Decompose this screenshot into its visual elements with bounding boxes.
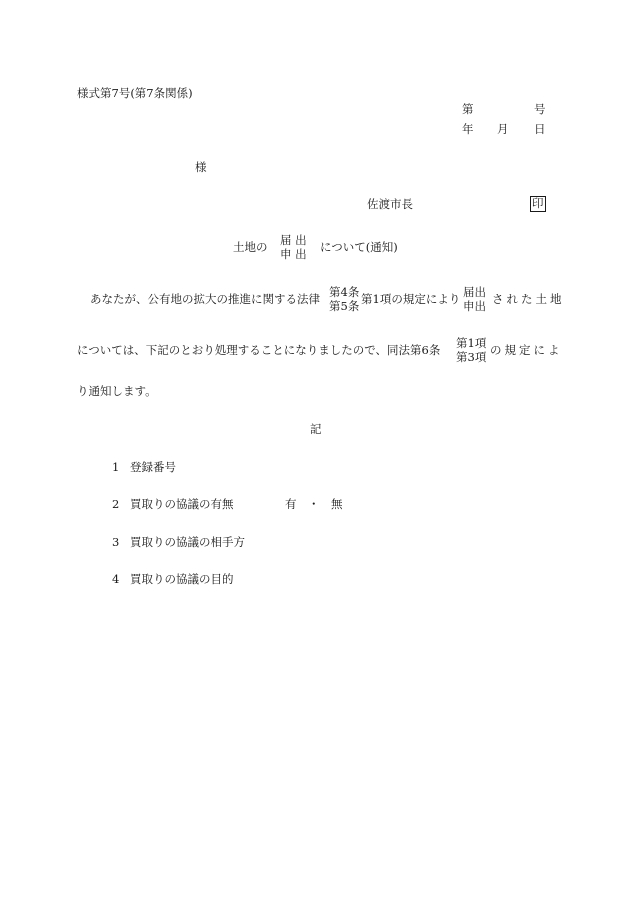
subject-options xyxy=(280,233,307,262)
item-3-label: 買取りの協議の相手方 xyxy=(130,535,245,549)
item-3-number: 3 xyxy=(112,535,120,549)
issuer-title: 佐渡市長 xyxy=(367,197,413,211)
body-line2-a: については、下記のとおり処理することになりましたので、同法第6条 xyxy=(77,343,441,357)
item-2-label: 買取りの協議の有無 xyxy=(130,497,234,511)
date-year: 年 xyxy=(462,122,474,136)
subject-option-notification: 届 出 xyxy=(280,233,307,247)
clause-option-1: 第1項 xyxy=(456,336,487,350)
date-month: 月 xyxy=(497,122,509,136)
subject-suffix: について(通知) xyxy=(320,240,398,254)
doc-number-suffix: 号 xyxy=(534,102,546,116)
subject-option-application: 申 出 xyxy=(280,247,307,262)
addressee-honorific: 様 xyxy=(195,160,207,174)
item-2-choice: 有 ・ 無 xyxy=(285,497,343,511)
item-1-number: 1 xyxy=(112,460,120,474)
item-1-label: 登録番号 xyxy=(130,460,176,474)
clause-option-3: 第3項 xyxy=(456,350,487,365)
body-line2-b: の規定によ xyxy=(490,343,563,357)
filing-options xyxy=(463,285,486,314)
seal-mark: 印 xyxy=(532,196,544,210)
subject-prefix: 土地の xyxy=(233,240,268,254)
form-label: 様式第7号(第7条関係) xyxy=(77,86,193,100)
item-4-label: 買取りの協議の目的 xyxy=(130,572,234,586)
item-2-number: 2 xyxy=(112,497,120,511)
body-line3: り通知します。 xyxy=(77,384,157,398)
date-day: 日 xyxy=(534,122,546,136)
article-options xyxy=(329,285,359,314)
clause-options xyxy=(456,336,486,365)
body-line1-b: 第1項の規定により xyxy=(361,292,461,306)
item-4-number: 4 xyxy=(112,572,120,586)
article-option-4: 第4条 xyxy=(329,285,360,299)
body-line1-a: あなたが、公有地の拡大の推進に関する法律 xyxy=(90,292,320,306)
doc-number-prefix: 第 xyxy=(462,102,474,116)
filing-option-application: 申出 xyxy=(463,299,486,314)
filing-option-notification: 届出 xyxy=(463,285,486,299)
notes-heading: 記 xyxy=(310,422,322,436)
body-line1-c: された土地 xyxy=(492,292,565,306)
article-option-5: 第5条 xyxy=(329,299,360,314)
